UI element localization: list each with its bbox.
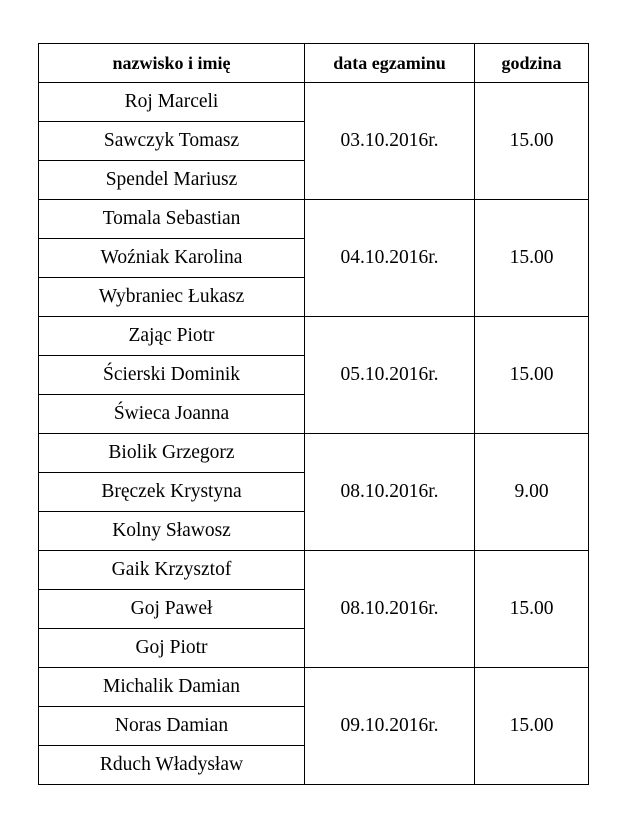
student-name: Bręczek Krystyna xyxy=(39,473,305,512)
table-row xyxy=(39,200,589,239)
student-name: Biolik Grzegorz xyxy=(39,434,305,473)
student-name: Kolny Sławosz xyxy=(39,512,305,551)
student-name: Goj Paweł xyxy=(39,590,305,629)
student-name: Goj Piotr xyxy=(39,629,305,668)
student-name: Spendel Mariusz xyxy=(39,161,305,200)
table-row xyxy=(39,434,589,473)
student-name: Ścierski Dominik xyxy=(39,356,305,395)
exam-time: 9.00 xyxy=(475,434,589,551)
exam-date: 04.10.2016r. xyxy=(305,200,475,317)
exam-date: 03.10.2016r. xyxy=(305,83,475,200)
header-date: data egzaminu xyxy=(305,44,475,83)
exam-date: 08.10.2016r. xyxy=(305,551,475,668)
table-row xyxy=(39,551,589,590)
table-row xyxy=(39,83,589,122)
exam-date: 05.10.2016r. xyxy=(305,317,475,434)
student-name: Michalik Damian xyxy=(39,668,305,707)
table-row xyxy=(39,668,589,707)
header-row xyxy=(39,44,589,83)
student-name: Świeca Joanna xyxy=(39,395,305,434)
exam-time: 15.00 xyxy=(475,551,589,668)
student-name: Woźniak Karolina xyxy=(39,239,305,278)
student-name: Gaik Krzysztof xyxy=(39,551,305,590)
header-time: godzina xyxy=(475,44,589,83)
header-name: nazwisko i imię xyxy=(39,44,305,83)
student-name: Roj Marceli xyxy=(39,83,305,122)
exam-time: 15.00 xyxy=(475,83,589,200)
table-row xyxy=(39,317,589,356)
student-name: Wybraniec Łukasz xyxy=(39,278,305,317)
student-name: Rduch Władysław xyxy=(39,746,305,785)
exam-schedule-table xyxy=(38,43,589,785)
student-name: Sawczyk Tomasz xyxy=(39,122,305,161)
exam-date: 09.10.2016r. xyxy=(305,668,475,785)
exam-time: 15.00 xyxy=(475,200,589,317)
exam-date: 08.10.2016r. xyxy=(305,434,475,551)
student-name: Tomala Sebastian xyxy=(39,200,305,239)
student-name: Zając Piotr xyxy=(39,317,305,356)
student-name: Noras Damian xyxy=(39,707,305,746)
exam-time: 15.00 xyxy=(475,668,589,785)
exam-time: 15.00 xyxy=(475,317,589,434)
